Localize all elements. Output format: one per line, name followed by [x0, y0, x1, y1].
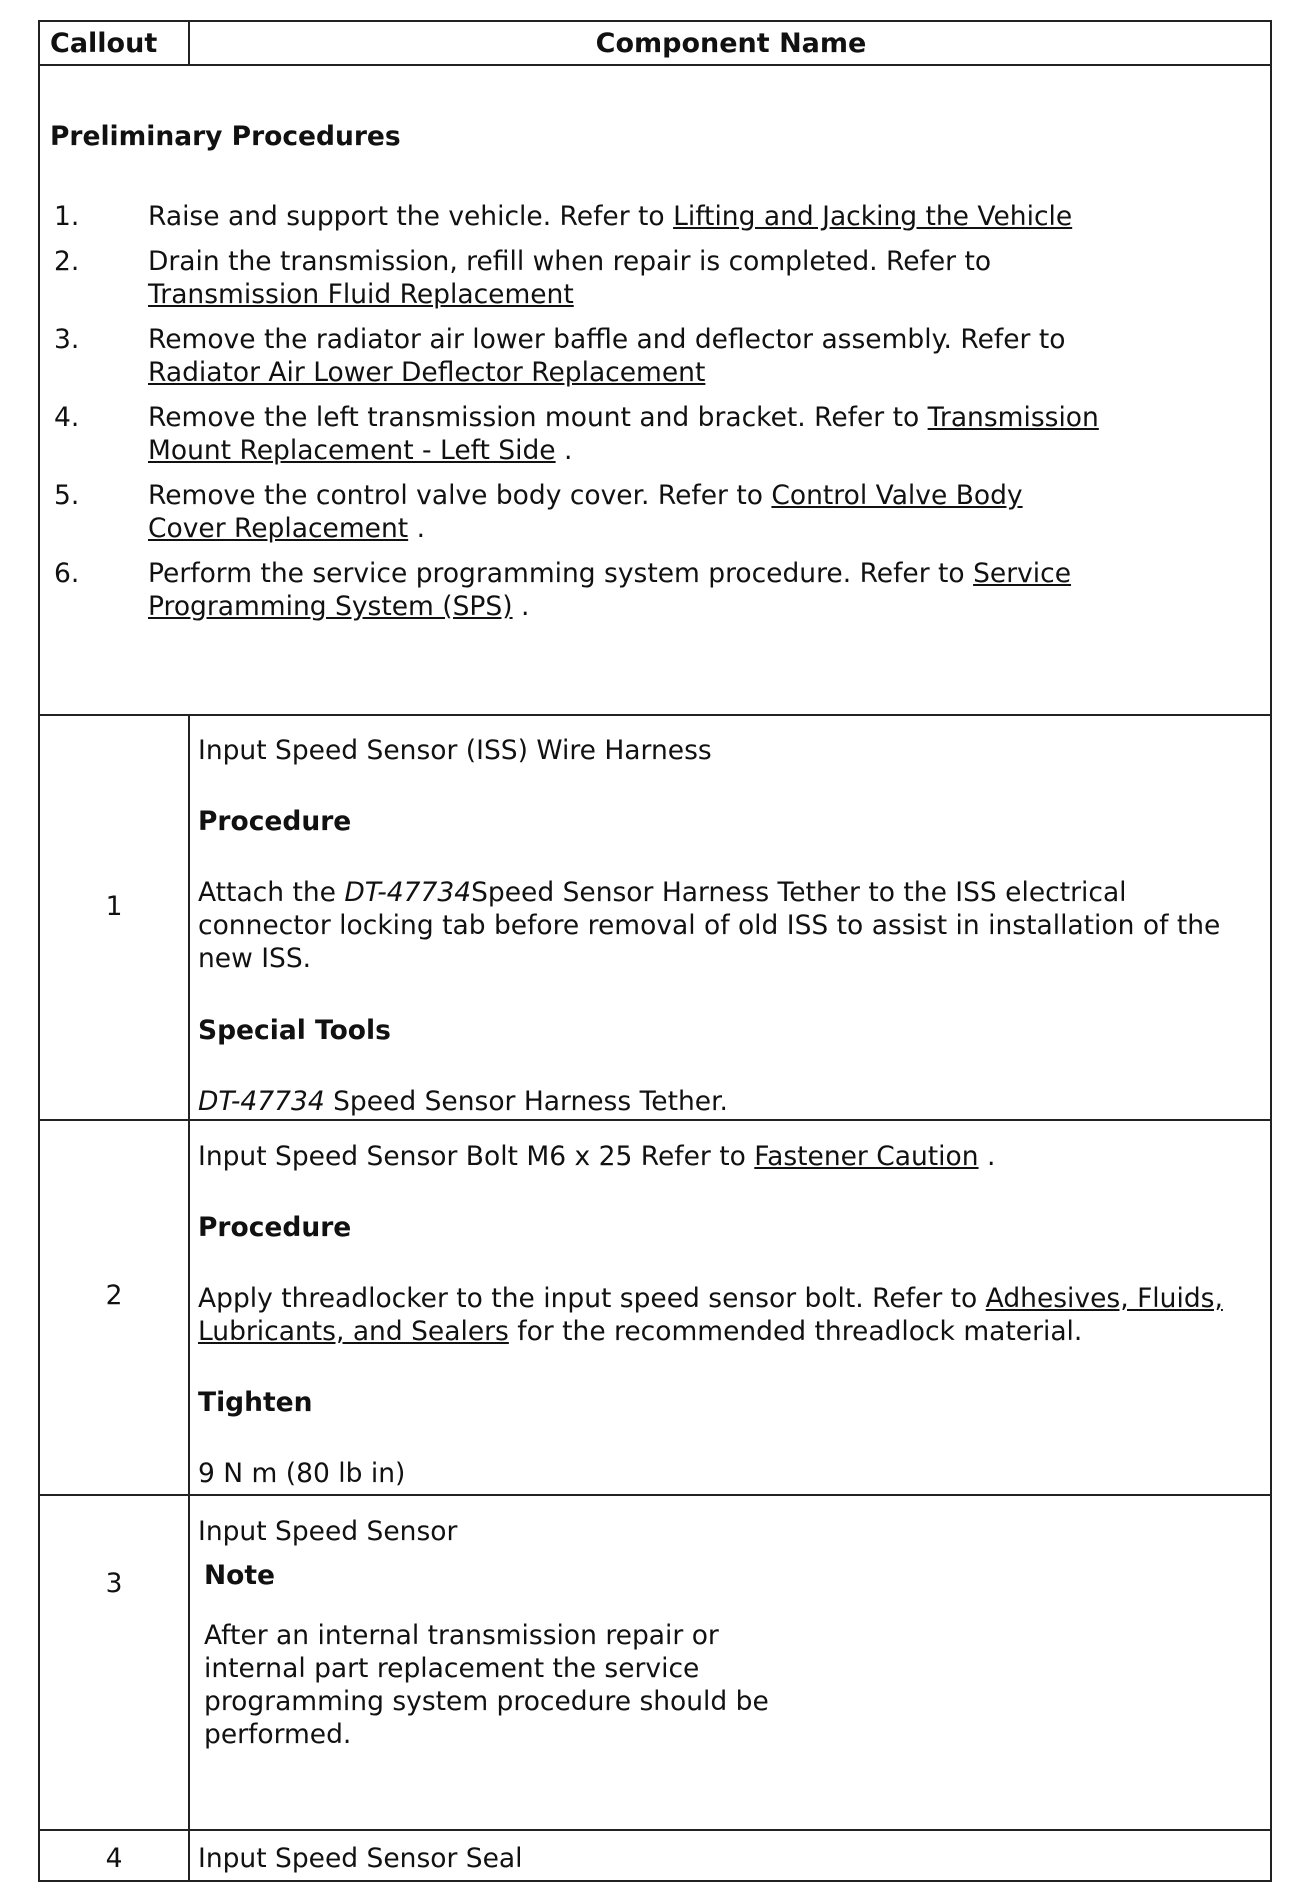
procedure-after: for the recommended threadlock material.	[508, 1316, 1083, 1347]
special-tools-label: Special Tools	[198, 1015, 391, 1046]
row-divider-3	[40, 1494, 1270, 1496]
row-divider-1	[40, 714, 1270, 716]
step-number: 6.	[54, 558, 80, 589]
step-text	[148, 479, 1088, 545]
procedure-prefix: Apply threadlocker to the input speed sensor bolt. Refer to	[198, 1283, 986, 1314]
procedure-text	[198, 1282, 1260, 1348]
step-body: Raise and support the vehicle. Refer to	[148, 201, 674, 232]
step-number: 5.	[54, 480, 80, 511]
tool-id: DT-47734	[344, 877, 472, 908]
component-title: Input Speed Sensor Seal	[198, 1843, 523, 1874]
tool-name: Speed Sensor Harness Tether.	[324, 1086, 728, 1117]
step-body: Perform the service programming system procedure. Refer to	[148, 558, 974, 589]
component-title: Input Speed Sensor (ISS) Wire Harness	[198, 735, 712, 766]
step-text	[148, 323, 1128, 389]
step-body: Remove the left transmission mount and bracket. Refer to	[148, 402, 928, 433]
callout-number: 1	[105, 891, 123, 922]
procedure-label: Procedure	[198, 1212, 352, 1243]
procedure-label: Procedure	[198, 806, 352, 837]
callout-number: 2	[105, 1280, 123, 1311]
note-text: After an internal transmission repair or internal part replacement the service programming system procedure should be performed.	[204, 1620, 769, 1750]
header-callout: Callout	[50, 28, 158, 59]
step-after: .	[555, 435, 573, 466]
torque-value: 9 N m (80 lb in)	[198, 1458, 406, 1489]
row-divider-4	[40, 1829, 1270, 1831]
step-body: Drain the transmission, refill when repair is completed. Refer to	[148, 246, 992, 277]
special-tool	[198, 1085, 1260, 1118]
step-number: 1.	[54, 201, 80, 232]
step-text	[148, 557, 1148, 623]
row-divider-2	[40, 1119, 1270, 1121]
tighten-label: Tighten	[198, 1387, 313, 1418]
callout-number: 4	[105, 1843, 123, 1874]
step-number: 4.	[54, 402, 80, 433]
step-link[interactable]: Radiator Air Lower Deflector Replacement	[148, 357, 706, 388]
procedure-table	[38, 20, 1272, 1882]
procedure-body: Speed Sensor Harness Tether to the ISS electrical connector locking tab before removal of old ISS to assist in installation of the new ISS.	[198, 877, 1221, 974]
fastener-caution-link[interactable]: Fastener Caution	[754, 1141, 979, 1172]
step-link[interactable]: Lifting and Jacking the Vehicle	[673, 201, 1073, 232]
component-title	[198, 1140, 1260, 1173]
title-after: .	[978, 1141, 996, 1172]
header-component-name: Component Name	[595, 28, 867, 59]
procedure-text	[198, 876, 1260, 975]
procedure-prefix: Attach the	[198, 877, 345, 908]
step-text	[148, 245, 1048, 311]
step-after: .	[408, 513, 426, 544]
adhesives-link[interactable]: Adhesives, Fluids, Lubricants, and Sealers	[198, 1283, 1223, 1347]
step-number: 2.	[54, 246, 80, 277]
tool-id: DT-47734	[198, 1086, 325, 1117]
step-text	[148, 401, 1158, 467]
step-text	[148, 200, 1238, 233]
title-prefix: Input Speed Sensor Bolt M6 x 25 Refer to	[198, 1141, 755, 1172]
column-divider	[188, 714, 190, 1880]
callout-number: 3	[105, 1568, 123, 1599]
step-link[interactable]: Control Valve Body Cover Replacement	[148, 480, 1023, 544]
step-after: .	[512, 591, 530, 622]
step-link[interactable]: Transmission Fluid Replacement	[148, 279, 574, 310]
component-title: Input Speed Sensor	[198, 1516, 458, 1547]
step-link[interactable]: Service Programming System (SPS)	[148, 558, 1072, 622]
step-number: 3.	[54, 324, 80, 355]
header-divider	[40, 64, 1270, 66]
step-body: Remove the control valve body cover. Refer to	[148, 480, 772, 511]
note-label: Note	[204, 1560, 276, 1591]
step-body: Remove the radiator air lower baffle and deflector assembly. Refer to	[148, 324, 1066, 355]
step-link[interactable]: Transmission Mount Replacement - Left Side	[148, 402, 1099, 466]
preliminary-title: Preliminary Procedures	[50, 121, 401, 152]
